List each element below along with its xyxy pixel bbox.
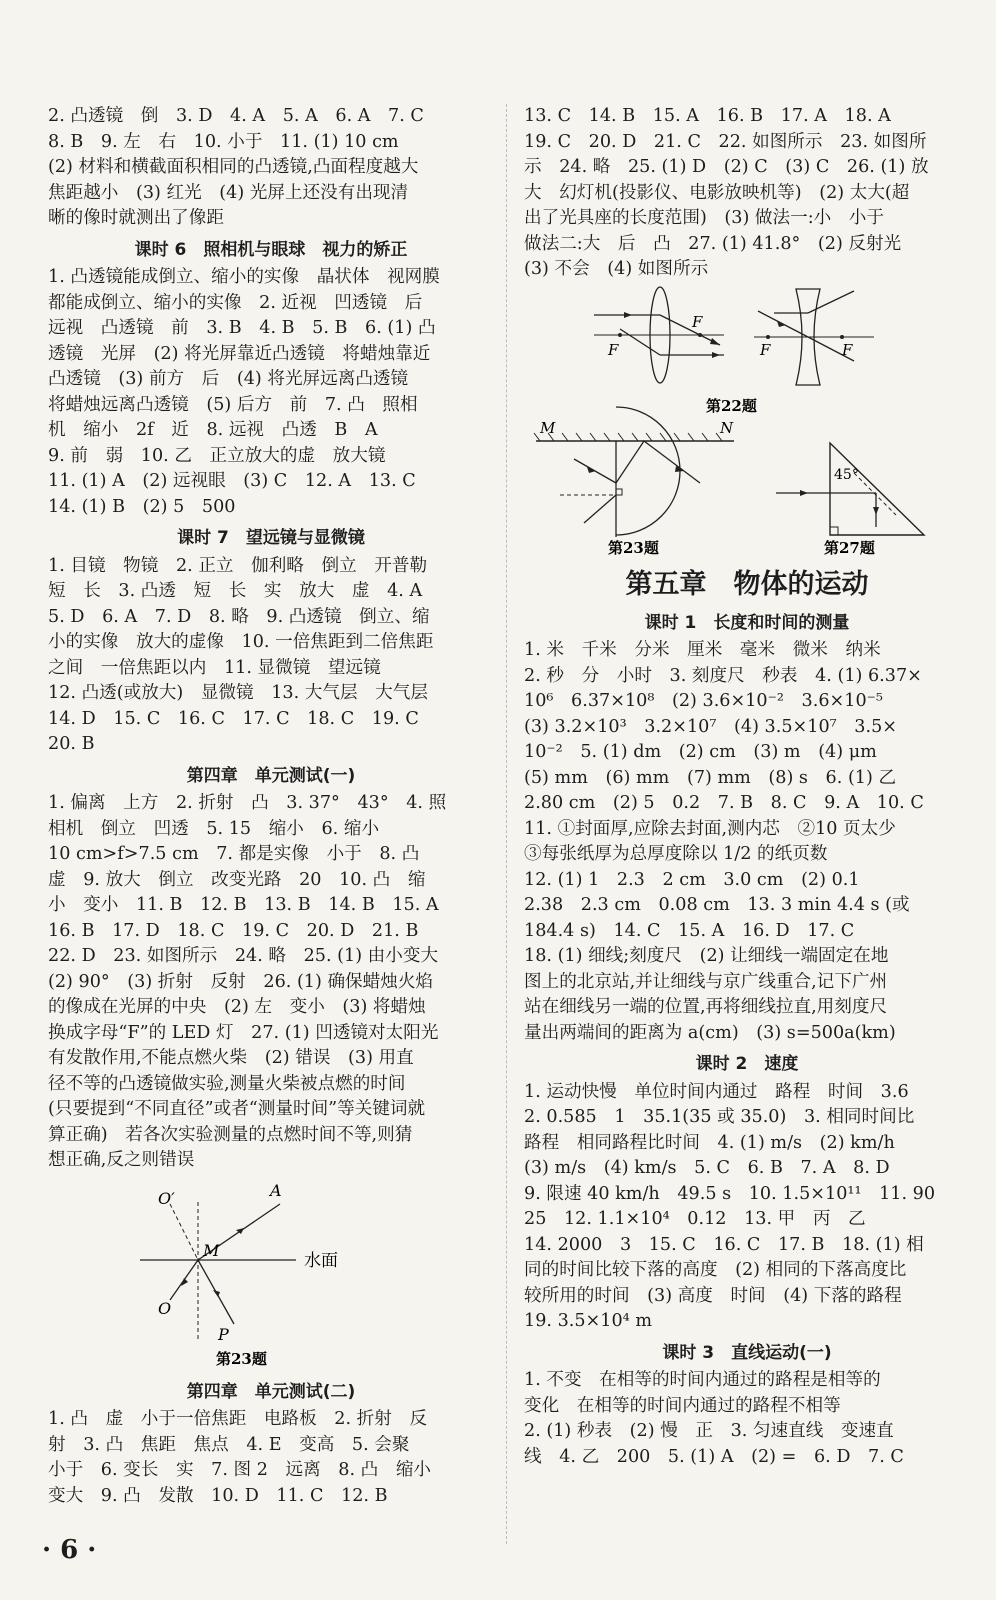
answer-line: 2. 秒 分 小时 3. 刻度尺 秒表 4. (1) 6.37× xyxy=(524,665,922,686)
label-o: O xyxy=(158,1298,172,1318)
answer-line: 站在细线另一端的位置,再将细线拉直,用刻度尺 xyxy=(524,997,888,1017)
answer-line: 变化 在相等的时间内通过的路程不相等 xyxy=(524,1395,841,1416)
label-p: P xyxy=(218,1324,229,1344)
label-f: F xyxy=(692,312,703,331)
answer-line: 线 4. 乙 200 5. (1) A (2) = 6. D 7. C xyxy=(524,1446,904,1467)
answer-line: 有发散作用,不能点燃火柴 (2) 错误 (3) 用直 xyxy=(48,1048,414,1068)
ray-line xyxy=(644,441,700,483)
prism-triangle xyxy=(830,443,924,535)
answer-line: (3) 不会 (4) 如图所示 xyxy=(524,259,709,279)
arrow-icon xyxy=(624,312,632,318)
answer-line: 18. (1) 细线;刻度尺 (2) 让细线一端固定在地 xyxy=(524,946,889,966)
arrow-icon xyxy=(777,321,786,327)
answers-block xyxy=(48,265,494,520)
answer-line: 透镜 光屏 (2) 将光屏靠近凸透镜 将蜡烛靠近 xyxy=(48,343,431,364)
answer-line: 大 幻灯机(投影仪、电影放映机等) (2) 太大(超 xyxy=(524,182,910,203)
answer-line: 远视 凸透镜 前 3. B 4. B 5. B 6. (1) 凸 xyxy=(48,318,436,338)
label-m: M xyxy=(203,1240,220,1260)
answer-line: 11. ①封面厚,应除去封面,测内芯 ②10 页太少 xyxy=(524,818,896,839)
answer-line: 路程 相同路程比时间 4. (1) m/s (2) km/h xyxy=(524,1132,895,1153)
section-heading: 课时 6 照相机与眼球 视力的矫正 xyxy=(134,239,408,260)
answers-block xyxy=(48,791,494,1174)
answer-line: 16. B 17. D 18. C 19. C 20. D 21. B xyxy=(48,920,419,941)
answer-line: 想正确,反之则错误 xyxy=(48,1150,195,1170)
arrow-icon xyxy=(587,467,596,473)
figure-27-prism xyxy=(776,443,924,535)
answer-line: 184.4 s) 14. C 15. A 16. D 17. C xyxy=(524,920,855,941)
arrow-icon xyxy=(873,507,879,515)
answer-line: 较所用的时间 (3) 高度 时间 (4) 下落的路程 xyxy=(524,1285,902,1306)
ray-line xyxy=(616,441,644,483)
semicircle-glass xyxy=(616,407,680,535)
answer-line: 射 3. 凸 焦距 焦点 4. E 变高 5. 会聚 xyxy=(48,1434,410,1455)
section-heading: 课时 7 望远镜与显微镜 xyxy=(177,528,365,548)
ray-line xyxy=(584,495,616,523)
section-heading: 课时 1 长度和时间的测量 xyxy=(644,612,850,633)
answer-line: 小于 6. 变长 实 7. 图 2 远离 8. 凸 缩小 xyxy=(48,1460,432,1480)
answer-line: 9. 限速 40 km/h 49.5 s 10. 1.5×10¹¹ 11. 90 xyxy=(524,1183,936,1204)
virtual-ray xyxy=(170,1204,198,1260)
answer-line: 10⁻² 5. (1) dm (2) cm (3) m (4) μm xyxy=(524,742,877,762)
page-number: · 6 · xyxy=(42,1535,97,1565)
answer-line: 1. 目镜 物镜 2. 正立 伽利略 倒立 开普勒 xyxy=(48,555,428,576)
figures-22-23-27 xyxy=(524,283,970,561)
answer-line: 14. 2000 3 15. C 16. C 17. B 18. (1) 相 xyxy=(524,1234,924,1255)
answer-line: 13. C 14. B 15. A 16. B 17. A 18. A xyxy=(524,106,891,126)
figure-caption: 第22题 xyxy=(706,396,757,415)
label-a: A xyxy=(270,1180,282,1200)
answers-block xyxy=(48,104,494,232)
answer-line: 出了光具座的长度范围) (3) 做法一:小 小于 xyxy=(524,208,884,228)
answer-line: 凸透镜 (3) 前方 后 (4) 将光屏远离凸透镜 xyxy=(48,369,409,389)
answer-line: (3) m/s (4) km/s 5. C 6. B 7. A 8. D xyxy=(524,1158,890,1178)
answers-block xyxy=(524,1368,970,1470)
label-f: F xyxy=(608,340,619,359)
answer-line: (2) 90° (3) 折射 反射 26. (1) 确保蜡烛火焰 xyxy=(48,971,434,992)
answers-block xyxy=(524,1080,970,1335)
answer-line: 14. D 15. C 16. C 17. C 18. C 19. C xyxy=(48,708,419,729)
answer-line: 10⁶ 6.37×10⁸ (2) 3.6×10⁻² 3.6×10⁻⁵ xyxy=(524,691,883,711)
answer-line: 都能成倒立、缩小的实像 2. 近视 凹透镜 后 xyxy=(48,292,423,313)
label-f: F xyxy=(842,340,853,359)
label-f: F xyxy=(760,340,771,359)
label-water-surface: 水面 xyxy=(304,1250,338,1271)
answer-line: 9. 前 弱 10. 乙 正立放大的虚 放大镜 xyxy=(48,445,386,466)
answer-line: 相机 倒立 凹透 5. 15 缩小 6. 缩小 xyxy=(48,818,380,839)
answer-line: 14. (1) B (2) 5 500 xyxy=(48,496,236,517)
focal-point xyxy=(840,335,844,339)
answer-line: 12. (1) 1 2.3 2 cm 3.0 cm (2) 0.1 xyxy=(524,869,860,890)
answer-line: 2. (1) 秒表 (2) 慢 正 3. 匀速直线 变速直 xyxy=(524,1421,894,1441)
answer-line: 的像成在光屏的中央 (2) 左 变小 (3) 将蜡烛 xyxy=(48,997,426,1017)
answer-line: 1. 运动快慢 单位时间内通过 路程 时间 3.6 xyxy=(524,1081,909,1102)
answer-line: 19. 3.5×10⁴ m xyxy=(524,1311,653,1331)
left-column xyxy=(48,104,494,1509)
figure-23-reflection xyxy=(48,1174,494,1374)
figure-caption: 第23题 xyxy=(608,538,659,557)
answer-line: 算正确) 若各次实验测量的点燃时间不等,则猜 xyxy=(48,1124,413,1145)
answer-line: 晰的像时就测出了像距 xyxy=(48,208,224,228)
answers-block xyxy=(48,1407,494,1509)
arrow-icon xyxy=(710,338,720,345)
ray-line xyxy=(808,291,854,313)
answer-line: 1. 不变 在相等的时间内通过的路程是相等的 xyxy=(524,1370,881,1390)
answer-line: 图上的北京站,并让细线与京广线重合,记下广州 xyxy=(524,971,888,992)
section-heading: 课时 2 速度 xyxy=(695,1054,799,1074)
answer-line: 10 cm>f>7.5 cm 7. 都是实像 小于 8. 凸 xyxy=(48,844,420,864)
answer-line: 22. D 23. 如图所示 24. 略 25. (1) 由小变大 xyxy=(48,946,439,966)
answer-line: 短 长 3. 凸透 短 长 实 放大 虚 4. A xyxy=(48,581,423,601)
focal-point xyxy=(618,333,622,337)
answer-line: 1. 凸透镜能成倒立、缩小的实像 晶状体 视网膜 xyxy=(48,267,440,287)
answer-line: 小 变小 11. B 12. B 13. B 14. B 15. A xyxy=(48,895,439,915)
answer-line: ③每张纸厚为总厚度除以 1/2 的纸页数 xyxy=(524,844,828,864)
answer-line: (5) mm (6) mm (7) mm (8) s 6. (1) 乙 xyxy=(524,767,897,788)
right-angle-mark xyxy=(616,489,622,495)
arrow-icon xyxy=(712,352,720,358)
section-heading: 课时 3 直线运动(一) xyxy=(662,1342,832,1363)
figures-diagram xyxy=(524,283,970,561)
answer-line: 虚 9. 放大 倒立 改变光路 20 10. 凸 缩 xyxy=(48,869,426,890)
figure-23-diagram xyxy=(48,1174,494,1374)
answers-block xyxy=(524,104,970,283)
answer-line: 换成字母“F”的 LED 灯 27. (1) 凹透镜对太阳光 xyxy=(48,1022,439,1043)
answer-line: 20. B xyxy=(48,734,95,754)
answer-line: 2. 凸透镜 倒 3. D 4. A 5. A 6. A 7. C xyxy=(48,106,424,126)
answer-line: 做法二:大 后 凸 27. (1) 41.8° (2) 反射光 xyxy=(524,233,902,254)
right-angle-mark xyxy=(830,527,838,535)
figure-22-concave-lens xyxy=(754,289,874,385)
answer-line: 将蜡烛远离凸透镜 (5) 后方 前 7. 凸 照相 xyxy=(48,394,418,415)
answer-line: 19. C 20. D 21. C 22. 如图所示 23. 如图所 xyxy=(524,131,927,152)
label-n: N xyxy=(720,418,734,437)
answer-line: 12. 凸透(或放大) 显微镜 13. 大气层 大气层 xyxy=(48,683,428,703)
section-heading: 第四章 单元测试(一) xyxy=(186,765,356,786)
answer-line: 径不等的凸透镜做实验,测量火柴被点燃的时间 xyxy=(48,1073,406,1094)
answer-line: (只要提到“不同直径”或者“测量时间”等关键词就 xyxy=(48,1099,426,1119)
chapter-title: 第五章 物体的运动 xyxy=(625,568,869,600)
answer-line: 之间 一倍焦距以内 11. 显微镜 望远镜 xyxy=(48,657,381,678)
answer-line: 1. 米 千米 分米 厘米 毫米 微米 纳米 xyxy=(524,640,881,660)
arrow-icon xyxy=(800,490,808,496)
column-divider xyxy=(506,104,508,1544)
figure-caption: 第23题 xyxy=(216,1349,267,1368)
focal-point xyxy=(766,335,770,339)
answer-line: (3) 3.2×10³ 3.2×10⁷ (4) 3.5×10⁷ 3.5× xyxy=(524,716,898,737)
answer-line: 25 12. 1.1×10⁴ 0.12 13. 甲 丙 乙 xyxy=(524,1209,866,1229)
ray-line xyxy=(660,312,720,345)
figure-23-mirror xyxy=(534,407,734,537)
focal-point xyxy=(698,333,702,337)
answer-line: 1. 偏离 上方 2. 折射 凸 3. 37° 43° 4. 照 xyxy=(48,793,447,813)
answer-line: 焦距越小 (3) 红光 (4) 光屏上还没有出现清 xyxy=(48,182,409,203)
mirror-hatching xyxy=(534,433,722,441)
answer-line: 示 24. 略 25. (1) D (2) C (3) C 26. (1) 放 xyxy=(524,157,929,177)
answer-line: 1. 凸 虚 小于一倍焦距 电路板 2. 折射 反 xyxy=(48,1409,428,1429)
answers-block xyxy=(48,554,494,758)
answer-line: 8. B 9. 左 右 10. 小于 11. (1) 10 cm xyxy=(48,131,399,152)
answer-line: 5. D 6. A 7. D 8. 略 9. 凸透镜 倒立、缩 xyxy=(48,606,430,627)
answers-block xyxy=(524,638,970,1046)
right-column xyxy=(524,104,970,1470)
answer-line: (2) 材料和横截面积相同的凸透镜,凸面程度越大 xyxy=(48,157,419,177)
label-o-prime: O′ xyxy=(158,1188,175,1208)
answer-line: 机 缩小 2f 近 8. 远视 凸透 B A xyxy=(48,420,378,440)
label-m: M xyxy=(540,418,556,437)
answer-line: 量出两端间的距离为 a(cm) (3) s=500a(km) xyxy=(524,1022,896,1043)
answer-line: 2.80 cm (2) 5 0.2 7. B 8. C 9. A 10. C xyxy=(524,793,924,813)
answer-line: 11. (1) A (2) 远视眼 (3) C 12. A 13. C xyxy=(48,471,416,491)
section-heading: 第四章 单元测试(二) xyxy=(186,1381,356,1402)
figure-caption: 第27题 xyxy=(824,538,875,557)
answer-line: 2.38 2.3 cm 0.08 cm 13. 3 min 4.4 s (或 xyxy=(524,895,910,915)
answer-line: 同的时间比较下落的高度 (2) 相同的下落高度比 xyxy=(524,1260,907,1280)
label-angle: 45° xyxy=(834,466,859,483)
answer-line: 2. 0.585 1 35.1(35 或 35.0) 3. 相同时间比 xyxy=(524,1107,915,1127)
answer-line: 变大 9. 凸 发散 10. D 11. C 12. B xyxy=(48,1485,388,1506)
figure-22-convex-lens xyxy=(594,287,724,383)
answer-line: 小的实像 放大的虚像 10. 一倍焦距到二倍焦距 xyxy=(48,632,434,652)
ray-line xyxy=(620,329,660,355)
